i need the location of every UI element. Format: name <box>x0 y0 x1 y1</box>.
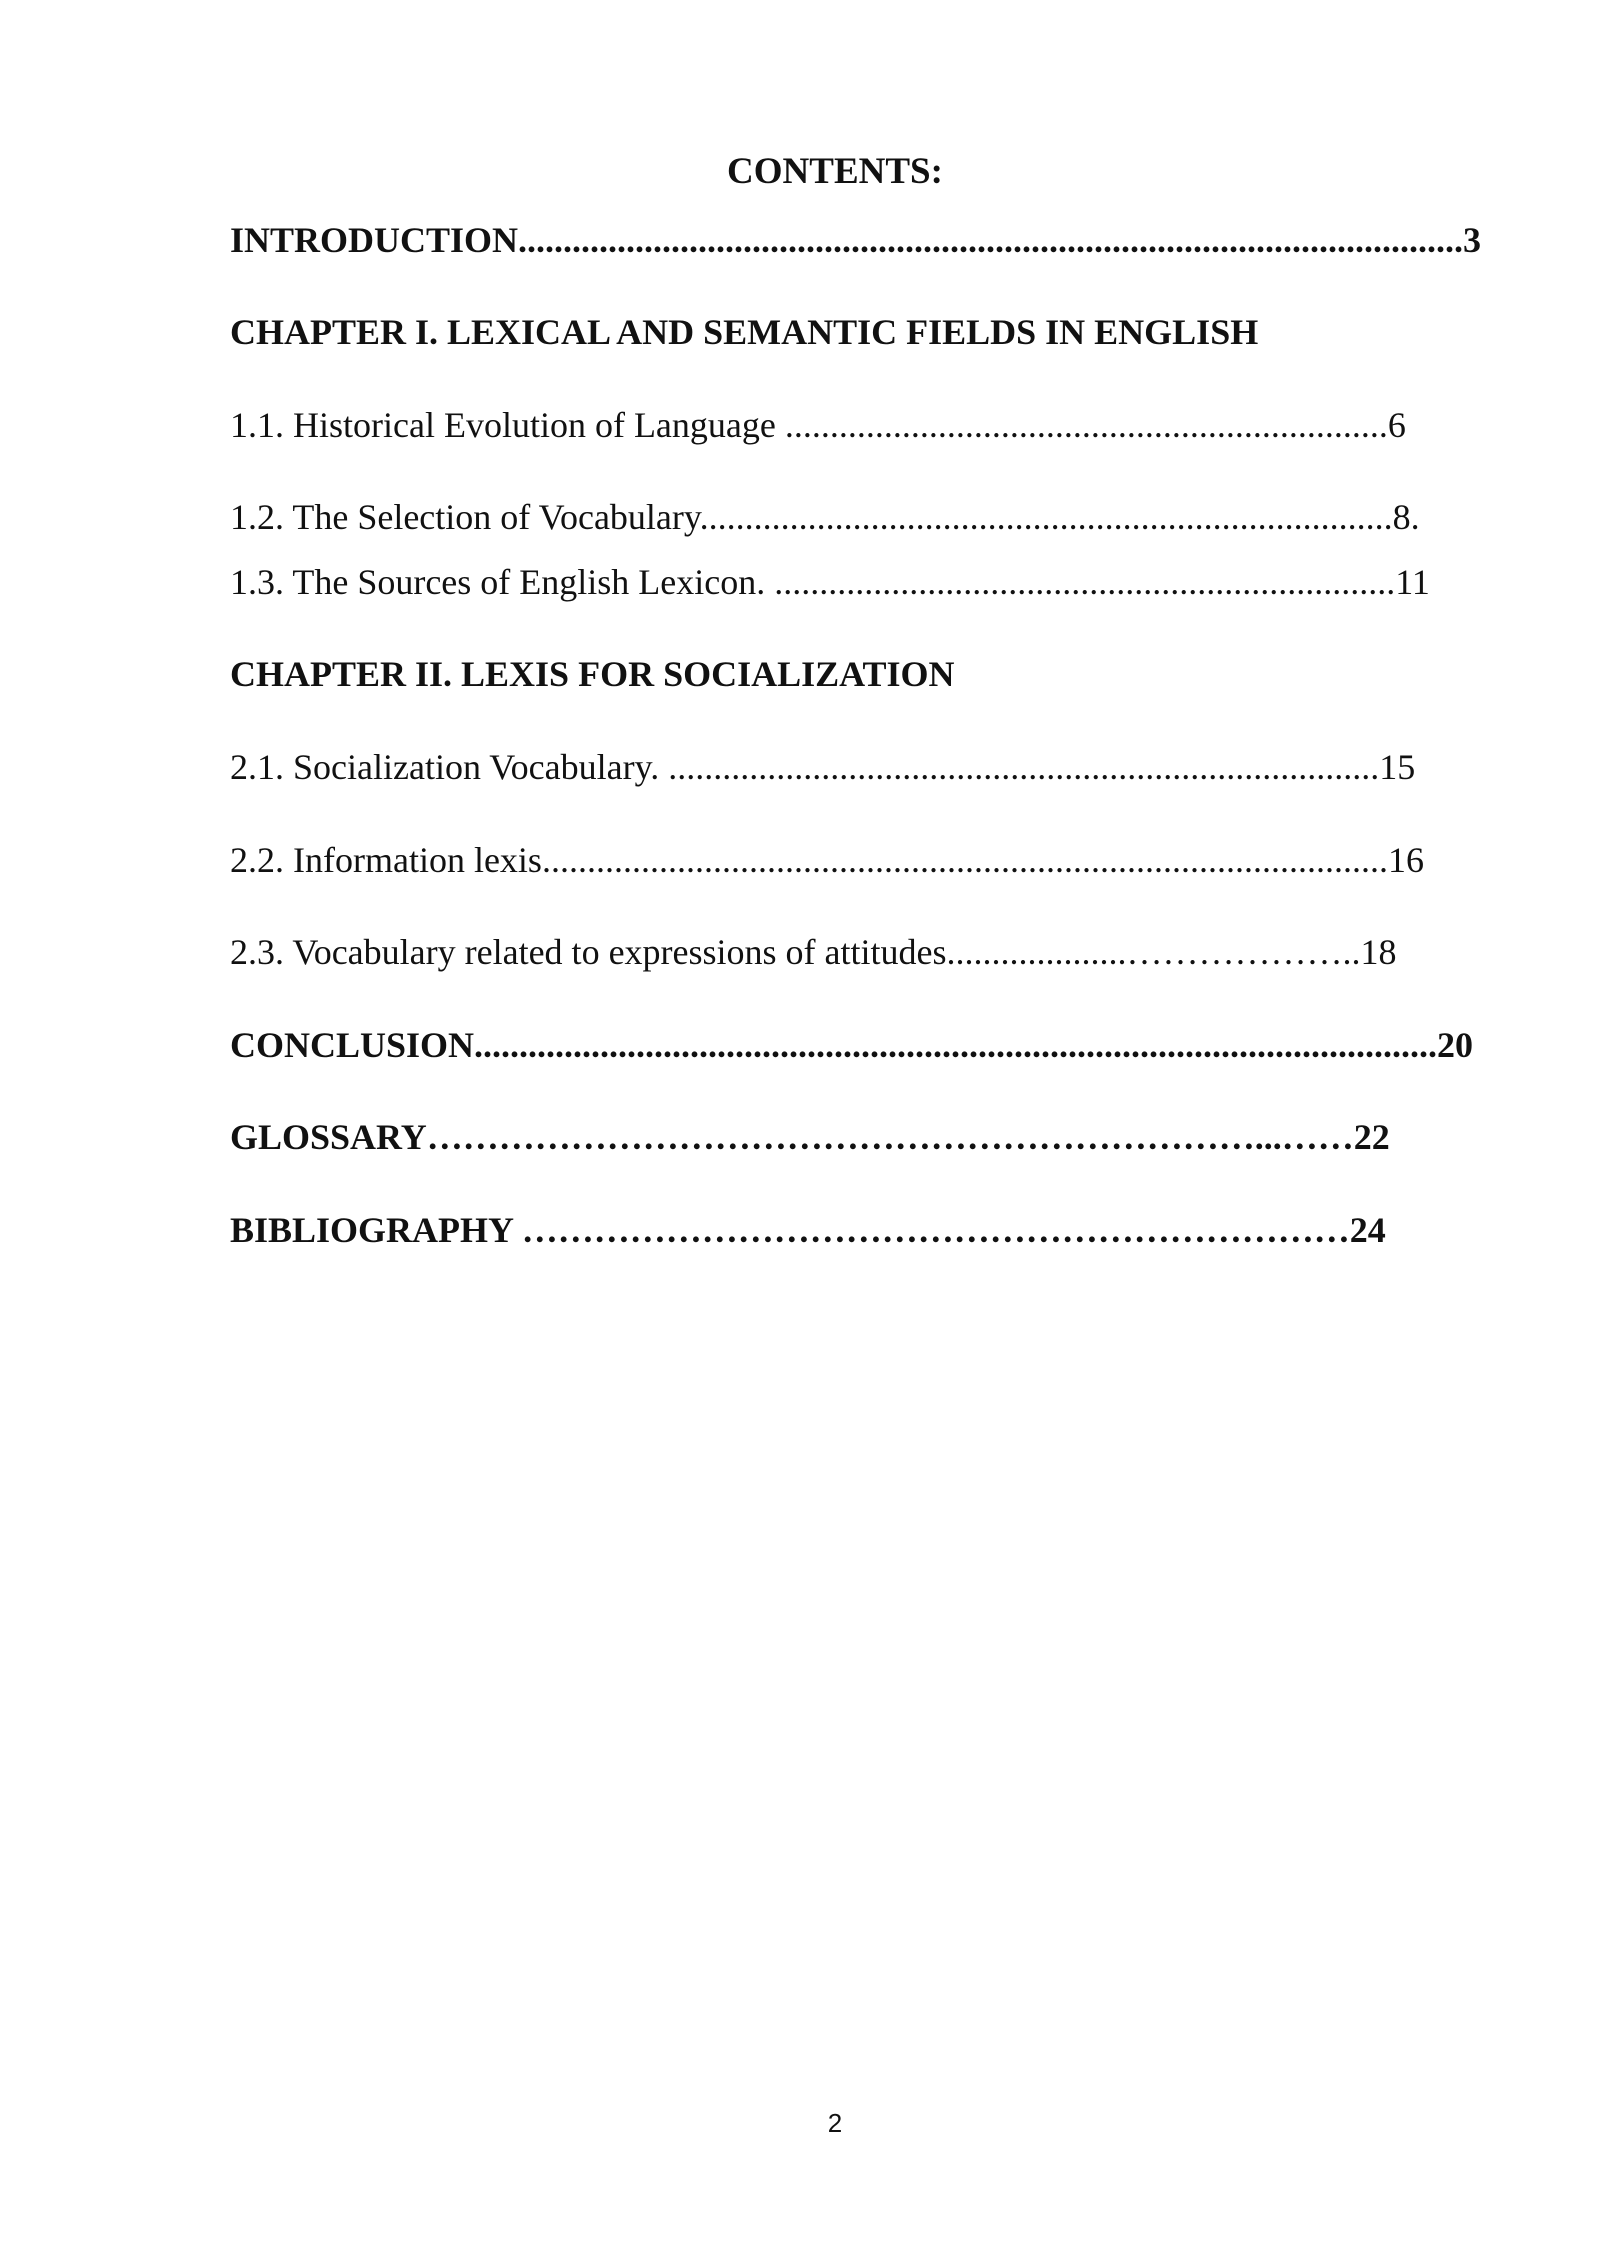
toc-chapter-2-heading: CHAPTER II. LEXIS FOR SOCIALIZATION <box>230 654 955 694</box>
toc-entry-2-2: 2.2. Information lexis..............................................................................................16 <box>230 840 1424 880</box>
toc-entry-glossary: GLOSSARY……………………………………………………………...……22 <box>230 1117 1390 1157</box>
toc-entry-introduction: INTRODUCTION.........................................................................................................3 <box>230 220 1482 260</box>
toc-entry-1-1: 1.1. Historical Evolution of Language ...................................................................6 <box>230 405 1406 445</box>
toc-entry-conclusion: CONCLUSION...........................................................................................................20 <box>230 1025 1474 1065</box>
toc-entry-bibliography: BIBLIOGRAPHY ……………………………………………………………24 <box>230 1210 1386 1250</box>
toc-entry-2-3: 2.3. Vocabulary related to expressions of attitudes....................………………..18 <box>230 932 1397 972</box>
toc-entry-2-1: 2.1. Socialization Vocabulary. ...............................................................................15 <box>230 747 1416 787</box>
toc-entry-1-2: 1.2. The Selection of Vocabulary.............................................................................8. <box>230 497 1420 537</box>
toc-chapter-1-heading: CHAPTER I. LEXICAL AND SEMANTIC FIELDS IN ENGLISH <box>230 312 1259 352</box>
toc-entry-1-3: 1.3. The Sources of English Lexicon. .....................................................................11 <box>230 562 1430 602</box>
page-number: 2 <box>827 2108 843 2138</box>
contents-title: CONTENTS: <box>727 151 943 192</box>
